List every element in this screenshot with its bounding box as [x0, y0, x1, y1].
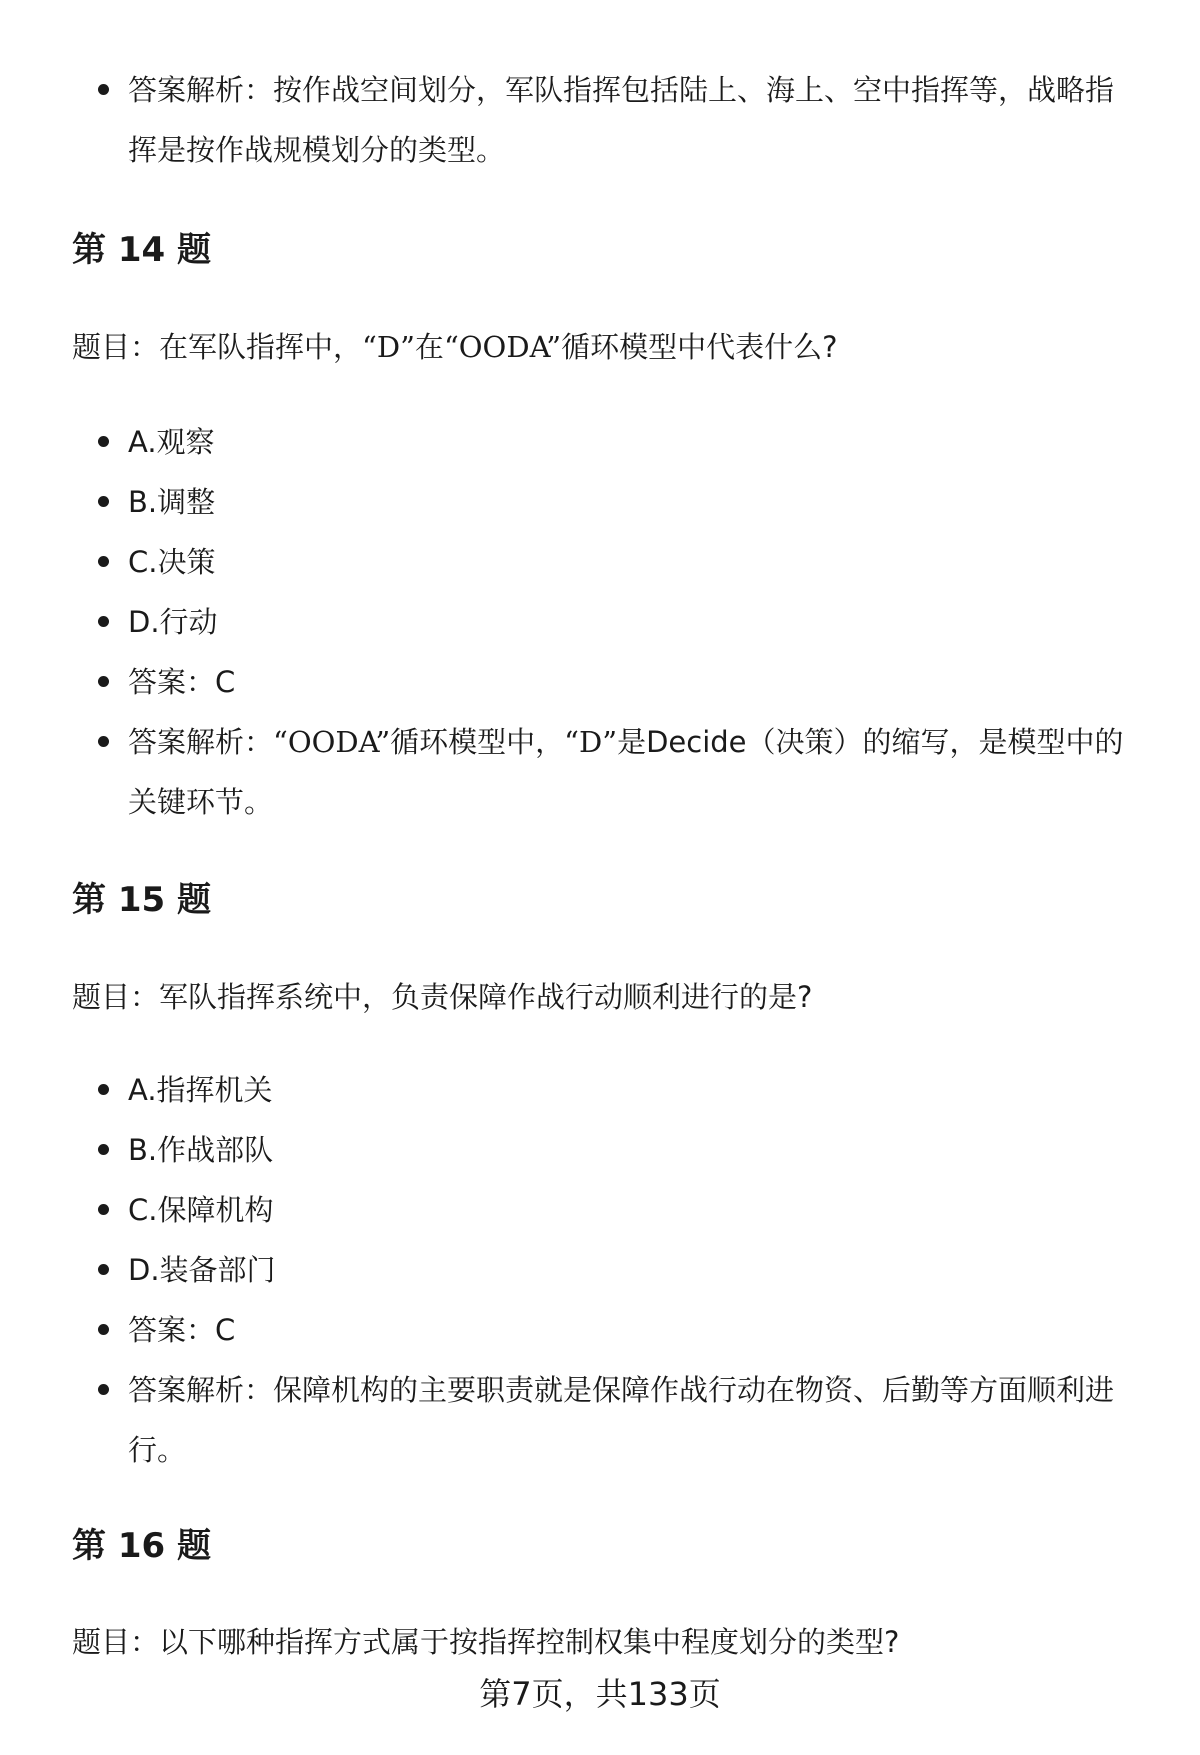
q14-options-list — [0, 412, 1200, 832]
q13-tail-list — [0, 60, 1200, 180]
explanation-quote-ooda: “OODA” — [273, 725, 391, 759]
option-b: B.调整 — [0, 472, 1200, 532]
option-a: A.指挥机关 — [0, 1060, 1200, 1120]
stem-suffix: 循环模型中代表什么? — [561, 330, 838, 364]
question-heading: 第 15 题 — [72, 880, 211, 920]
option-d: D.装备部门 — [0, 1240, 1200, 1300]
question-stem: 题目：军队指挥系统中，负责保障作战行动顺利进行的是? — [72, 980, 813, 1014]
explanation-suffix: 是Decide（决策）的缩写，是模型中的关键环节。 — [128, 725, 1124, 819]
explanation-quote-d: “D” — [564, 725, 618, 759]
q15-options-list — [0, 1060, 1200, 1480]
question-heading: 第 14 题 — [72, 230, 211, 270]
page-number: 第7页，共133页 — [479, 1675, 721, 1713]
explanation-prefix: 答案解析： — [128, 725, 274, 759]
explanation-mid: 循环模型中， — [390, 725, 565, 759]
stem-prefix: 题目：在军队指挥中， — [72, 330, 363, 364]
explanation-item: 答案解析：按作战空间划分，军队指挥包括陆上、海上、空中指挥等，战略指挥是按作战规模划分的类型。 — [0, 60, 1200, 180]
option-c: C.保障机构 — [0, 1180, 1200, 1240]
answer-item: 答案：C — [0, 652, 1200, 712]
question-heading: 第 16 题 — [72, 1526, 211, 1566]
option-c: C.决策 — [0, 532, 1200, 592]
option-b: B.作战部队 — [0, 1120, 1200, 1180]
stem-quote-ooda: “OODA” — [443, 330, 562, 364]
explanation-item: 答案解析：保障机构的主要职责就是保障作战行动在物资、后勤等方面顺利进行。 — [0, 1360, 1200, 1480]
option-d: D.行动 — [0, 592, 1200, 652]
question-stem: 题目：以下哪种指挥方式属于按指挥控制权集中程度划分的类型? — [72, 1625, 900, 1659]
explanation-item — [0, 712, 1200, 832]
answer-item: 答案：C — [0, 1300, 1200, 1360]
stem-quote-d: “D” — [362, 330, 415, 364]
stem-mid: 在 — [414, 330, 444, 364]
option-a: A.观察 — [0, 412, 1200, 472]
question-stem — [72, 325, 1140, 369]
